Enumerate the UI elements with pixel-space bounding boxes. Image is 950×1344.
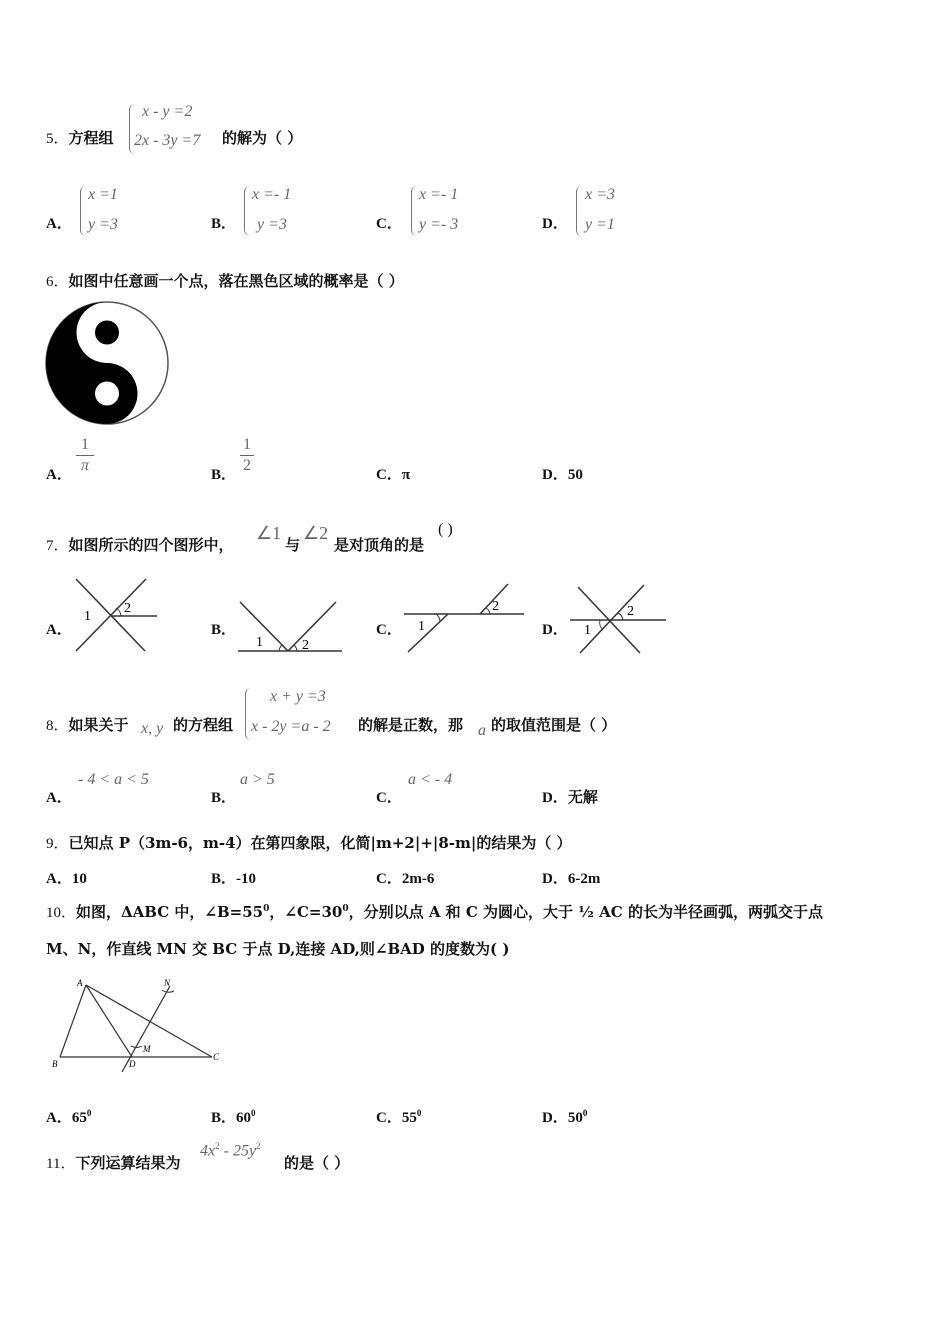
fraction: [240, 436, 254, 475]
question-text: 如图所示的四个图形中，: [68, 536, 234, 554]
denominator: π: [80, 457, 89, 474]
label-m: M: [143, 1044, 151, 1054]
question-10-line2: M、N，作直线 MN 交 BC 于点 D,连接 AD,则∠BAD 的度数为( ): [46, 940, 510, 958]
option-d[interactable]: [542, 867, 600, 888]
question-number: 11．: [46, 1156, 76, 1172]
angle-label-1: 1: [584, 623, 591, 638]
question-text: 方程组: [68, 129, 114, 147]
option-b[interactable]: [211, 1106, 256, 1127]
option-line: x =- 1: [419, 186, 459, 203]
option-letter: D．: [542, 871, 568, 887]
equation-line: 2x - 3y =7: [134, 132, 201, 149]
label-a: A: [77, 978, 83, 988]
option-b[interactable]: [211, 867, 256, 888]
system-brace: [576, 186, 583, 236]
angle-1: ∠1: [256, 523, 282, 543]
exponent: 2: [215, 1141, 220, 1151]
degree-sup: 0: [582, 1108, 588, 1118]
option-line: y =1: [585, 216, 615, 233]
option-line: x =1: [88, 186, 118, 203]
option-a-letter[interactable]: A．: [46, 216, 72, 232]
fraction-bar: [76, 455, 94, 456]
figure-b: [236, 600, 346, 656]
variable-a: a: [478, 722, 486, 739]
question-number: 5．: [46, 131, 69, 147]
option-text: 10: [71, 871, 87, 887]
degree-sup: 0: [263, 904, 270, 914]
option-text: 50: [567, 467, 583, 483]
question-text: 下列运算结果为: [75, 1154, 181, 1172]
angle-label-1: 1: [84, 609, 91, 624]
question-11: [46, 1152, 180, 1173]
expression-term: - 25y: [219, 1142, 257, 1160]
equation-line: x + y =3: [270, 688, 326, 705]
option-letter: C．: [376, 1110, 402, 1126]
option-d-letter[interactable]: D．: [542, 622, 568, 638]
fraction: [76, 436, 94, 475]
angle-label-1: 1: [256, 635, 263, 650]
question-text: 的方程组: [173, 716, 234, 734]
question-text: 如图，ΔABC 中，∠B=55: [76, 903, 264, 921]
option-b-letter[interactable]: B．: [211, 790, 237, 806]
option-text: 60: [236, 1110, 252, 1126]
question-text-tail: 是对顶角的是: [334, 536, 425, 554]
option-expr: a < - 4: [408, 771, 453, 788]
option-letter: B．: [211, 1110, 237, 1126]
option-letter: A．: [46, 1110, 72, 1126]
numerator: 1: [243, 436, 251, 453]
triangle-figure: [50, 976, 230, 1076]
option-letter: B．: [211, 871, 237, 887]
option-b-letter[interactable]: B．: [211, 216, 237, 232]
question-7: [46, 534, 234, 555]
option-text: π: [401, 467, 411, 483]
option-letter: C．: [376, 871, 402, 887]
exponent: 2: [256, 1141, 261, 1151]
option-letter: C．: [376, 467, 402, 483]
option-letter: D．: [542, 467, 568, 483]
option-c[interactable]: [376, 867, 434, 888]
option-letter: A．: [46, 871, 72, 887]
expression: [200, 1141, 261, 1160]
option-c[interactable]: [376, 1106, 421, 1127]
option-text: 65: [71, 1110, 87, 1126]
question-text: 的解是正数，那: [358, 716, 464, 734]
degree-sup: 0: [342, 904, 349, 914]
degree-sup: 0: [416, 1108, 422, 1118]
option-letter: D．: [542, 790, 568, 806]
expression-term: 4x: [200, 1142, 216, 1160]
option-a-letter[interactable]: A．: [46, 622, 72, 638]
option-d[interactable]: [542, 786, 598, 807]
question-number: 7．: [46, 538, 69, 554]
option-b-letter[interactable]: B．: [211, 622, 237, 638]
option-line: y =3: [257, 216, 287, 233]
question-8: [46, 714, 129, 735]
answer-paren: ( ): [438, 521, 453, 538]
equation-line: x - 2y =a - 2: [251, 718, 331, 735]
option-expr: a > 5: [240, 771, 275, 788]
question-text: 如图中任意画一个点，落在黑色区域的概率是（ ）: [68, 272, 404, 290]
option-line: y =- 3: [419, 216, 459, 233]
question-text: 已知点 P（3m-6，m-4）在第四象限，化简|m+2|+|8-m|的结果为（ ）: [68, 834, 572, 852]
label-c: C: [213, 1052, 220, 1062]
option-text: 50: [567, 1110, 583, 1126]
option-text: 6-2m: [567, 871, 601, 887]
question-text: 如果关于: [68, 716, 129, 734]
option-d-letter[interactable]: D．: [542, 216, 568, 232]
label-d: D: [129, 1059, 136, 1069]
fraction-bar: [240, 455, 254, 456]
label-b: B: [52, 1059, 58, 1069]
angle-label-2: 2: [492, 599, 499, 614]
question-text-tail: 的取值范围是（ ）: [491, 716, 617, 734]
numerator: 1: [81, 436, 89, 453]
option-text: 2m-6: [401, 871, 435, 887]
denominator: 2: [243, 457, 251, 474]
option-a[interactable]: [46, 1106, 91, 1127]
question-number: 8．: [46, 718, 69, 734]
option-a-letter[interactable]: A．: [46, 790, 72, 806]
option-d[interactable]: [542, 463, 583, 484]
option-line: x =- 1: [252, 186, 292, 203]
question-text: ，分别以点 A 和 C 为圆心，大于 ½ AC 的长为半径画弧，两弧交于点: [348, 903, 823, 921]
degree-sup: 0: [86, 1108, 92, 1118]
question-5: [46, 127, 114, 148]
option-text: 无解: [567, 790, 598, 806]
angle-2: ∠2: [303, 523, 329, 543]
figure-c: [402, 582, 530, 656]
system-brace: [244, 186, 251, 236]
question-10: [46, 901, 823, 922]
option-c-letter[interactable]: C．: [376, 622, 402, 638]
figure-d: [568, 583, 670, 657]
option-b-letter[interactable]: B．: [211, 467, 237, 483]
option-c-letter[interactable]: C．: [376, 216, 402, 232]
label-n: N: [164, 978, 171, 988]
system-brace: [411, 186, 418, 236]
option-c[interactable]: [376, 463, 410, 484]
variables: x, y: [141, 720, 164, 737]
figure-a: [72, 575, 162, 655]
option-a[interactable]: [46, 867, 87, 888]
question-6: [46, 270, 404, 291]
option-expr: - 4 < a < 5: [78, 771, 149, 788]
option-line: x =3: [585, 186, 615, 203]
question-text-tail: 的解为（ ）: [222, 129, 303, 147]
option-a-letter[interactable]: A．: [46, 467, 72, 483]
equation-line: x - y =2: [142, 103, 193, 120]
angle-label-1: 1: [418, 619, 425, 634]
system-brace: [80, 186, 87, 236]
question-number: 6．: [46, 274, 69, 290]
question-text: 与: [285, 536, 301, 554]
question-text: ，∠C=30: [269, 903, 343, 921]
angle-label-2: 2: [124, 601, 131, 616]
option-text: -10: [236, 871, 257, 887]
option-line: y =3: [88, 216, 118, 233]
angle-label-2: 2: [627, 604, 634, 619]
question-text-tail: 的是（ ）: [284, 1154, 350, 1172]
degree-sup: 0: [251, 1108, 256, 1118]
question-number: 10．: [46, 905, 77, 921]
question-9: [46, 832, 572, 853]
angle-label-2: 2: [302, 638, 309, 653]
option-d[interactable]: [542, 1106, 587, 1127]
option-text: 55: [401, 1110, 417, 1126]
option-letter: D．: [542, 1110, 568, 1126]
question-number: 9．: [46, 836, 69, 852]
option-c-letter[interactable]: C．: [376, 790, 402, 806]
yin-yang-figure: [44, 300, 170, 426]
